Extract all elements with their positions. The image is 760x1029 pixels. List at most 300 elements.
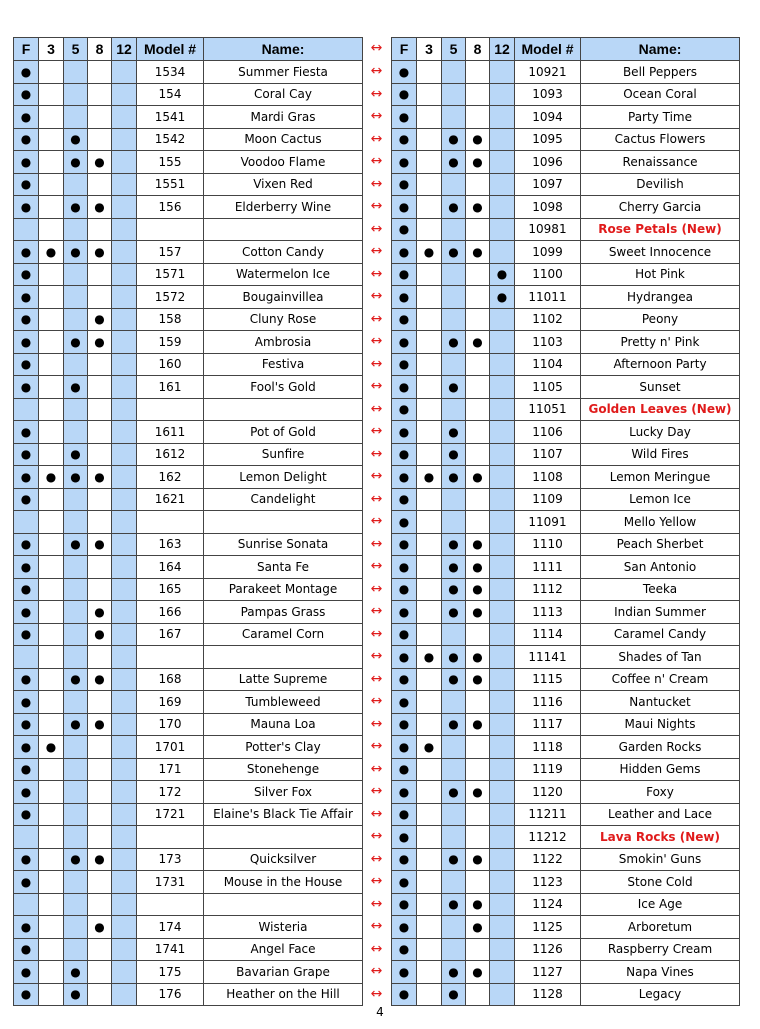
8-cell <box>88 983 112 1006</box>
left-table-row <box>14 713 363 736</box>
model-number-cell: 1731 <box>137 871 204 894</box>
12-cell <box>490 646 515 669</box>
right-table-row <box>392 61 740 84</box>
name-cell <box>204 893 363 916</box>
cross-reference-arrow: ↔ <box>370 670 383 687</box>
3-cell <box>39 398 64 421</box>
left-table-row <box>14 983 363 1006</box>
12-cell <box>490 128 515 151</box>
cross-reference-arrow: ↔ <box>370 918 383 934</box>
f-cell <box>14 826 39 849</box>
name-cell: Nantucket <box>581 691 740 714</box>
right-table-row <box>392 488 740 511</box>
3-cell <box>39 331 64 354</box>
model-number-cell: 1125 <box>515 916 581 939</box>
12-cell <box>112 511 137 534</box>
8-cell <box>88 691 112 714</box>
5-cell <box>442 511 466 534</box>
model-number-cell: 1534 <box>137 61 204 84</box>
3-cell: ● <box>39 241 64 264</box>
5-cell: ● <box>442 646 466 669</box>
model-number-cell: 164 <box>137 556 204 579</box>
8-cell <box>88 488 112 511</box>
name-cell: Voodoo Flame <box>204 151 363 174</box>
3-cell <box>417 376 442 399</box>
name-cell: Golden Leaves (New) <box>581 398 740 421</box>
8-cell <box>88 83 112 106</box>
model-number-cell: 169 <box>137 691 204 714</box>
5-cell: ● <box>442 578 466 601</box>
left-table-row <box>14 83 363 106</box>
f-cell: ● <box>14 488 39 511</box>
model-number-cell: 10981 <box>515 218 581 241</box>
cross-reference-arrow: ↔ <box>370 805 383 822</box>
3-cell <box>39 173 64 196</box>
3-cell <box>39 353 64 376</box>
f-cell <box>14 218 39 241</box>
name-cell: Lava Rocks (New) <box>581 826 740 849</box>
8-cell <box>466 871 490 894</box>
12-cell <box>490 196 515 219</box>
8-cell <box>88 826 112 849</box>
8-cell <box>466 736 490 759</box>
cross-reference-arrow: ↔ <box>370 333 383 349</box>
8-cell <box>466 218 490 241</box>
name-cell: Festiva <box>204 353 363 376</box>
f-cell: ● <box>392 533 417 556</box>
12-cell <box>490 218 515 241</box>
name-cell: Cotton Candy <box>204 241 363 264</box>
5-cell <box>442 871 466 894</box>
right-table-row <box>392 443 740 466</box>
name-cell: Potter's Clay <box>204 736 363 759</box>
right-table-row <box>392 826 740 849</box>
8-cell: ● <box>88 331 112 354</box>
3-cell <box>39 83 64 106</box>
12-cell <box>112 443 137 466</box>
3-cell <box>417 511 442 534</box>
12-cell <box>490 376 515 399</box>
model-number-cell: 1105 <box>515 376 581 399</box>
f-cell: ● <box>14 871 39 894</box>
left-table-row <box>14 938 363 961</box>
5-cell: ● <box>64 533 88 556</box>
12-cell <box>112 173 137 196</box>
8-cell: ● <box>88 196 112 219</box>
5-cell <box>64 106 88 129</box>
cross-reference-arrow: ↔ <box>370 715 383 732</box>
5-cell <box>64 691 88 714</box>
12-cell <box>112 961 137 984</box>
3-cell <box>417 173 442 196</box>
5-cell <box>64 871 88 894</box>
model-number-cell: 155 <box>137 151 204 174</box>
name-cell: Raspberry Cream <box>581 938 740 961</box>
8-cell <box>88 736 112 759</box>
5-cell <box>64 646 88 669</box>
cross-reference-arrow: ↔ <box>370 850 383 867</box>
right-table-row <box>392 263 740 286</box>
name-cell: Ambrosia <box>204 331 363 354</box>
12-cell <box>490 83 515 106</box>
model-number-cell: 1099 <box>515 241 581 264</box>
cross-reference-arrow: ↔ <box>370 400 383 417</box>
8-cell: ● <box>466 331 490 354</box>
3-cell <box>39 376 64 399</box>
name-cell: Caramel Corn <box>204 623 363 646</box>
8-cell <box>466 488 490 511</box>
8-cell <box>88 286 112 309</box>
left-table-row <box>14 578 363 601</box>
12-cell <box>490 736 515 759</box>
name-cell: Sweet Innocence <box>581 241 740 264</box>
12-cell <box>112 713 137 736</box>
12-cell <box>490 353 515 376</box>
3-cell <box>417 983 442 1006</box>
name-cell: Hot Pink <box>581 263 740 286</box>
12-cell <box>490 781 515 804</box>
5-cell <box>64 61 88 84</box>
left-table-row <box>14 961 363 984</box>
12-cell <box>490 623 515 646</box>
3-cell <box>39 646 64 669</box>
12-cell <box>490 151 515 174</box>
5-cell <box>64 488 88 511</box>
model-number-cell: 1124 <box>515 893 581 916</box>
f-cell: ● <box>14 601 39 624</box>
cross-reference-arrow: ↔ <box>370 220 383 237</box>
f-cell: ● <box>392 218 417 241</box>
8-cell: ● <box>88 601 112 624</box>
right-table-row <box>392 983 740 1006</box>
cross-reference-arrow: ↔ <box>370 63 383 79</box>
8-cell: ● <box>88 713 112 736</box>
3-cell <box>39 893 64 916</box>
3-cell <box>417 916 442 939</box>
name-cell: Renaissance <box>581 151 740 174</box>
model-number-cell <box>137 646 204 669</box>
f-cell: ● <box>14 443 39 466</box>
3-cell <box>417 803 442 826</box>
3-cell <box>417 533 442 556</box>
f-cell: ● <box>14 556 39 579</box>
model-number-cell: 1701 <box>137 736 204 759</box>
name-cell: Wisteria <box>204 916 363 939</box>
5-cell <box>442 736 466 759</box>
name-cell: Candelight <box>204 488 363 511</box>
left-table-row <box>14 623 363 646</box>
model-number-cell: 1094 <box>515 106 581 129</box>
3-cell <box>417 61 442 84</box>
5-cell: ● <box>64 848 88 871</box>
name-cell: Peach Sherbet <box>581 533 740 556</box>
12-cell <box>490 916 515 939</box>
3-cell <box>39 106 64 129</box>
right-table-row <box>392 151 740 174</box>
12-cell <box>112 376 137 399</box>
f-cell: ● <box>14 983 39 1006</box>
left-table-row <box>14 398 363 421</box>
3-cell: ● <box>417 736 442 759</box>
8-cell <box>88 893 112 916</box>
name-cell: Legacy <box>581 983 740 1006</box>
f-cell: ● <box>392 848 417 871</box>
name-cell: Elderberry Wine <box>204 196 363 219</box>
model-number-cell: 10921 <box>515 61 581 84</box>
left-table-row <box>14 353 363 376</box>
8-cell <box>88 173 112 196</box>
5-cell <box>442 826 466 849</box>
12-cell <box>490 983 515 1006</box>
5-cell <box>64 736 88 759</box>
3-cell <box>417 758 442 781</box>
model-number-cell: 1111 <box>515 556 581 579</box>
right-table-row <box>392 173 740 196</box>
3-cell <box>39 196 64 219</box>
f-cell: ● <box>392 488 417 511</box>
right-table-row <box>392 556 740 579</box>
5-cell: ● <box>442 128 466 151</box>
model-number-cell: 1572 <box>137 286 204 309</box>
model-number-cell: 1093 <box>515 83 581 106</box>
cross-reference-arrow: ↔ <box>370 468 383 484</box>
8-cell: ● <box>466 556 490 579</box>
5-cell: ● <box>442 668 466 691</box>
5-cell: ● <box>64 151 88 174</box>
12-cell <box>490 533 515 556</box>
right-table-row <box>392 668 740 691</box>
12-cell <box>112 758 137 781</box>
f-cell: ● <box>14 736 39 759</box>
right-table-row <box>392 916 740 939</box>
cross-reference-arrow: ↔ <box>370 873 383 889</box>
3-cell <box>417 218 442 241</box>
model-number-cell: 1108 <box>515 466 581 489</box>
3-cell <box>39 668 64 691</box>
3-cell <box>417 668 442 691</box>
12-cell <box>490 668 515 691</box>
name-cell: Bavarian Grape <box>204 961 363 984</box>
model-number-cell: 11141 <box>515 646 581 669</box>
name-cell: Summer Fiesta <box>204 61 363 84</box>
right-table-row <box>392 421 740 444</box>
cross-reference-arrow: ↔ <box>370 693 383 709</box>
3-cell <box>39 218 64 241</box>
3-cell <box>39 848 64 871</box>
model-number-cell <box>137 218 204 241</box>
page-number: 4 <box>376 1005 384 1019</box>
name-cell: Arboretum <box>581 916 740 939</box>
model-number-cell: 1106 <box>515 421 581 444</box>
8-cell <box>466 263 490 286</box>
f-cell: ● <box>14 623 39 646</box>
f-cell: ● <box>392 83 417 106</box>
8-cell: ● <box>466 646 490 669</box>
f-cell: ● <box>14 758 39 781</box>
model-number-cell: 1551 <box>137 173 204 196</box>
header-8: 8 <box>466 38 490 61</box>
3-cell <box>417 421 442 444</box>
12-cell <box>490 601 515 624</box>
model-number-cell: 161 <box>137 376 204 399</box>
12-cell <box>490 308 515 331</box>
5-cell: ● <box>64 331 88 354</box>
12-cell <box>490 241 515 264</box>
model-number-cell: 1095 <box>515 128 581 151</box>
8-cell <box>88 938 112 961</box>
name-cell: Bougainvillea <box>204 286 363 309</box>
f-cell: ● <box>392 173 417 196</box>
f-cell: ● <box>14 848 39 871</box>
left-table-row <box>14 61 363 84</box>
5-cell <box>442 286 466 309</box>
3-cell: ● <box>39 466 64 489</box>
left-table-row <box>14 893 363 916</box>
12-cell <box>490 331 515 354</box>
name-cell: Pampas Grass <box>204 601 363 624</box>
f-cell: ● <box>392 983 417 1006</box>
8-cell <box>88 61 112 84</box>
model-number-cell: 1114 <box>515 623 581 646</box>
model-number-cell: 170 <box>137 713 204 736</box>
f-cell: ● <box>392 466 417 489</box>
5-cell: ● <box>442 983 466 1006</box>
f-cell <box>14 893 39 916</box>
cross-reference-arrow: ↔ <box>370 580 383 597</box>
8-cell <box>88 376 112 399</box>
name-cell: Stone Cold <box>581 871 740 894</box>
12-cell <box>112 308 137 331</box>
name-cell: Latte Supreme <box>204 668 363 691</box>
12-cell <box>112 983 137 1006</box>
12-cell <box>490 61 515 84</box>
f-cell: ● <box>392 128 417 151</box>
f-cell: ● <box>392 421 417 444</box>
name-cell: Leather and Lace <box>581 803 740 826</box>
3-cell <box>417 196 442 219</box>
5-cell <box>64 578 88 601</box>
f-cell: ● <box>14 353 39 376</box>
f-cell: ● <box>392 556 417 579</box>
3-cell <box>39 443 64 466</box>
3-cell <box>39 983 64 1006</box>
8-cell <box>466 83 490 106</box>
12-cell <box>112 736 137 759</box>
right-table-row <box>392 601 740 624</box>
8-cell <box>88 421 112 444</box>
f-cell: ● <box>14 916 39 939</box>
3-cell <box>39 308 64 331</box>
5-cell <box>442 353 466 376</box>
left-table-row <box>14 848 363 871</box>
right-table-row <box>392 511 740 534</box>
header-12: 12 <box>490 38 515 61</box>
name-cell: Mello Yellow <box>581 511 740 534</box>
f-cell: ● <box>14 938 39 961</box>
left-table-row <box>14 781 363 804</box>
8-cell <box>466 421 490 444</box>
8-cell: ● <box>466 668 490 691</box>
name-cell: Hidden Gems <box>581 758 740 781</box>
8-cell <box>88 128 112 151</box>
model-number-cell: 11212 <box>515 826 581 849</box>
5-cell <box>442 916 466 939</box>
name-cell: Santa Fe <box>204 556 363 579</box>
12-cell <box>112 241 137 264</box>
f-cell: ● <box>392 781 417 804</box>
12-cell <box>112 421 137 444</box>
5-cell: ● <box>442 331 466 354</box>
5-cell <box>64 263 88 286</box>
8-cell: ● <box>466 578 490 601</box>
3-cell <box>417 308 442 331</box>
5-cell <box>64 623 88 646</box>
12-cell <box>112 916 137 939</box>
cross-reference-arrow: ↔ <box>370 940 383 957</box>
name-cell: Sunset <box>581 376 740 399</box>
right-table-row <box>392 106 740 129</box>
model-number-cell: 1104 <box>515 353 581 376</box>
right-table-row <box>392 331 740 354</box>
8-cell: ● <box>88 151 112 174</box>
5-cell <box>442 803 466 826</box>
8-cell <box>466 398 490 421</box>
3-cell <box>39 871 64 894</box>
right-table-row <box>392 803 740 826</box>
8-cell: ● <box>466 466 490 489</box>
name-cell: Afternoon Party <box>581 353 740 376</box>
5-cell <box>442 488 466 511</box>
3-cell <box>39 578 64 601</box>
5-cell: ● <box>442 848 466 871</box>
model-number-cell: 1102 <box>515 308 581 331</box>
right-table-row <box>392 871 740 894</box>
f-cell: ● <box>392 241 417 264</box>
12-cell <box>490 803 515 826</box>
model-number-cell: 1611 <box>137 421 204 444</box>
right-table-row <box>392 893 740 916</box>
5-cell: ● <box>64 196 88 219</box>
left-table-row <box>14 421 363 444</box>
right-table-row <box>392 848 740 871</box>
12-cell <box>112 601 137 624</box>
right-table-row <box>392 646 740 669</box>
5-cell <box>64 83 88 106</box>
cross-reference-arrow: ↔ <box>370 153 383 169</box>
12-cell <box>112 286 137 309</box>
3-cell <box>39 938 64 961</box>
model-number-cell: 156 <box>137 196 204 219</box>
cross-reference-arrow: ↔ <box>370 558 383 574</box>
12-cell <box>112 106 137 129</box>
model-number-cell: 11091 <box>515 511 581 534</box>
name-cell: Sunfire <box>204 443 363 466</box>
model-number-cell: 1112 <box>515 578 581 601</box>
8-cell <box>466 353 490 376</box>
3-cell <box>417 848 442 871</box>
model-number-cell: 1110 <box>515 533 581 556</box>
f-cell: ● <box>392 668 417 691</box>
3-cell <box>417 151 442 174</box>
cross-reference-arrow: ↔ <box>370 378 383 394</box>
5-cell <box>442 623 466 646</box>
3-cell <box>417 938 442 961</box>
model-number-cell: 1122 <box>515 848 581 871</box>
header-12: 12 <box>112 38 137 61</box>
f-cell: ● <box>392 871 417 894</box>
f-cell: ● <box>392 578 417 601</box>
3-cell <box>39 511 64 534</box>
